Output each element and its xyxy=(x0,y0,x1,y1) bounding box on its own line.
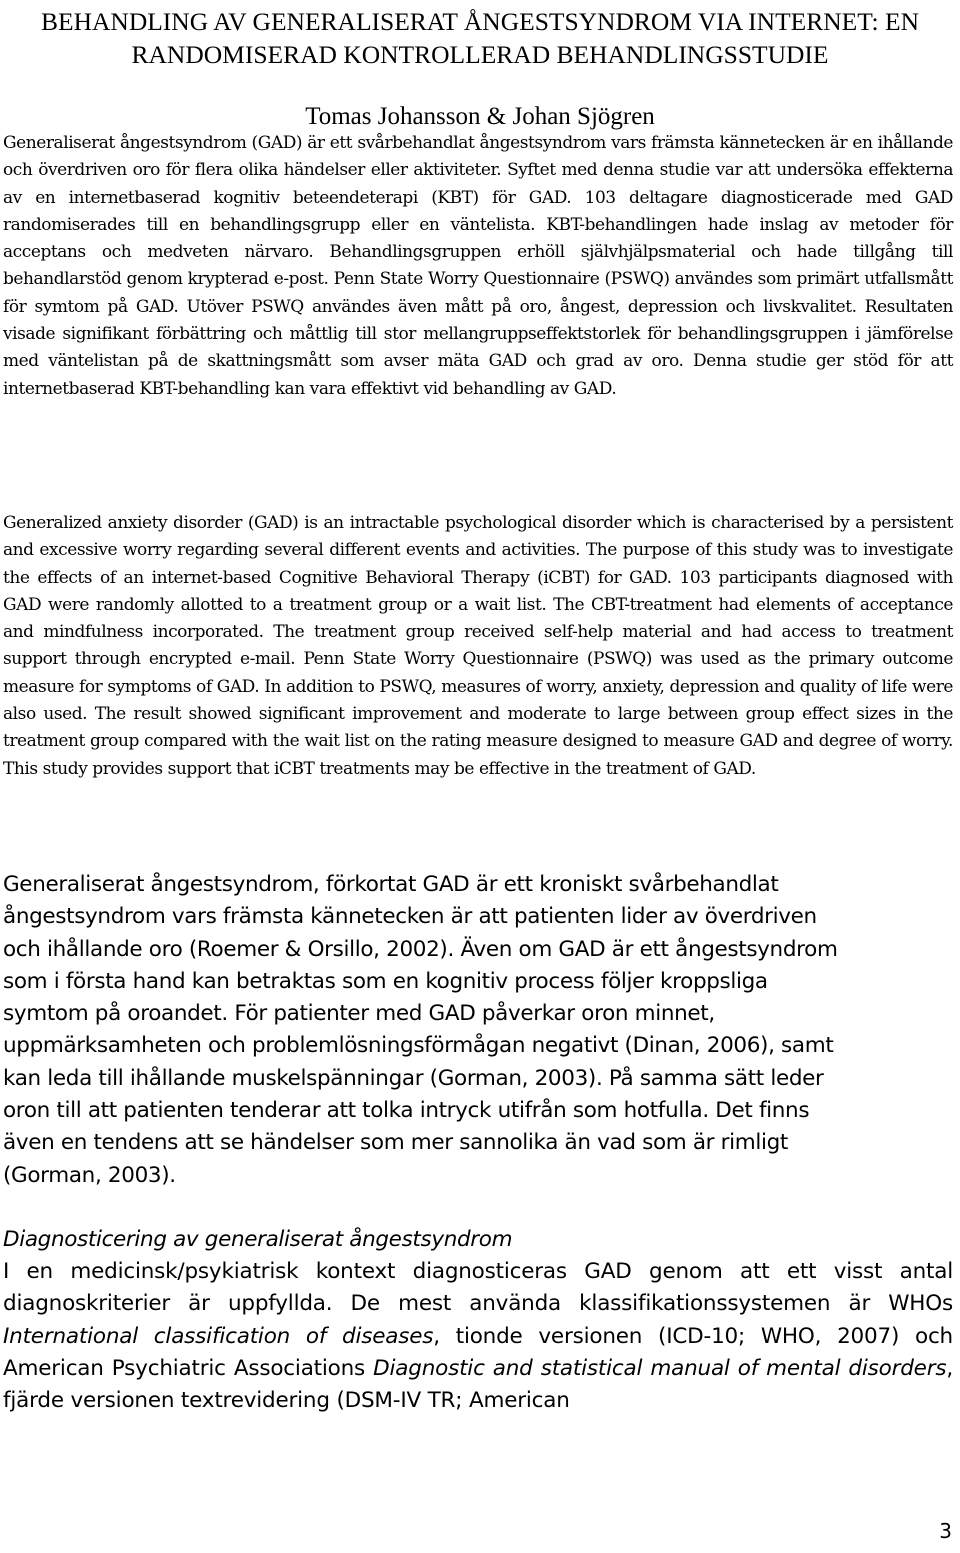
diagnosis-text-2: , tionde versionen (ICD-10; WHO, 2007) och American Psychiatric Associations xyxy=(3,1323,953,1381)
intro-line: som i första hand kan betraktas som en kognitiv process följer kroppsliga xyxy=(3,968,768,994)
intro-line: ångestsyndrom vars främsta kännetecken är att patienten lider av överdriven xyxy=(3,904,817,930)
page-number: 3 xyxy=(939,1519,952,1543)
intro-line: uppmärksamheten och problemlösningsförmågan negativt (Dinan, 2006), samt xyxy=(3,1033,834,1059)
dsm-title: Diagnostic and statistical manual of mental disorders xyxy=(373,1355,947,1381)
diagnosis-text-1: I en medicinsk/psykiatrisk kontext diagnosticeras GAD genom att ett visst antal diagnoskriterier är uppfyllda. De mest använda klassifikationssystemen är WHOs xyxy=(3,1259,953,1317)
title-line-2: RANDOMISERAD KONTROLLERAD BEHANDLINGSSTUDIE xyxy=(131,40,829,69)
icd-title: International classification of diseases xyxy=(3,1323,434,1349)
diagnosis-paragraph xyxy=(3,1256,953,1417)
abstract-english: Generalized anxiety disorder (GAD) is an intractable psychological disorder which is characterised by a persistent and excessive worry regarding several different events and activities. The purpose of this study was to investigate the effects of an internet-based Cognitive Behavioral Therapy (iCBT) for GAD. 103 participants diagnosed with GAD were randomly allotted to a treatment group or a wait list. The CBT-treatment had elements of acceptance and mindfulness incorporated. The treatment group received self-help material and had access to treatment support through encrypted e-mail. Penn State Worry Questionnaire (PSWQ) was used as the primary outcome measure for symptoms of GAD. In addition to PSWQ, measures of worry, anxiety, depression and quality of life were also used. The result showed significant improvement and moderate to large between group effect sizes in the treatment group compared with the wait list on the rating measure designed to measure GAD and degree of worry. This study provides support that iCBT treatments may be effective in the treatment of GAD. xyxy=(3,513,953,779)
abstract-swedish: Generaliserat ångestsyndrom (GAD) är ett svårbehandlat ångestsyndrom vars främsta kännetecken är en ihållande och överdriven oro för flera olika händelser eller aktiviteter. Syftet med denna studie var att undersöka effekterna av en internetbaserad kognitiv beteendeterapi (KBT) för GAD. 103 deltagare diagnosticerade med GAD randomiserades till en behandlingsgrupp eller en väntelista. KBT-behandlingen hade inslag av metoder för acceptans och medveten närvaro. Behandlingsgruppen erhöll självhjälpsmaterial och hade tillgång till behandlarstöd genom krypterad e-post. Penn State Worry Questionnaire (PSWQ) användes som primärt utfallsmått för symtom på GAD. Utöver PSWQ användes även mått på oro, ångest, depression och livskvalitet. Resultaten visade signifikant förbättring och måttlig till stor mellangruppseffektstorlek för behandlingsgruppen i jämförelse med väntelistan på de skattningsmått som avser mäta GAD och grad av oro. Denna studie ger stöd för att internetbaserad KBT-behandling kan vara effektivt vid behandling av GAD. xyxy=(3,133,953,399)
intro-line: oron till att patienten tenderar att tolka intryck utifrån som hotfulla. Det finns xyxy=(3,1098,810,1124)
authors: Tomas Johansson & Johan Sjögren xyxy=(305,103,655,130)
intro-line: symtom på oroandet. För patienter med GAD påverkar oron minnet, xyxy=(3,1001,715,1027)
page-title xyxy=(0,5,960,71)
title-line-1: BEHANDLING AV GENERALISERAT ÅNGESTSYNDROM VIA INTERNET: EN xyxy=(40,7,920,36)
intro-line: och ihållande oro (Roemer & Orsillo, 2002). Även om GAD är ett ångestsyndrom xyxy=(3,936,838,962)
intro-line: även en tendens att se händelser som mer sannolika än vad som är rimligt xyxy=(3,1130,788,1156)
intro-line: (Gorman, 2003). xyxy=(3,1162,176,1188)
diagnosis-text-3: , fjärde versionen textrevidering (DSM-IV TR; American xyxy=(3,1355,953,1414)
intro-line: Generaliserat ångestsyndrom, förkortat GAD är ett kroniskt svårbehandlat xyxy=(3,872,779,897)
intro-paragraph xyxy=(3,869,953,1192)
intro-line: kan leda till ihållande muskelspänningar (Gorman, 2003). På samma sätt leder xyxy=(3,1065,824,1091)
section-heading: Diagnosticering av generaliserat ångestsyndrom xyxy=(3,1227,513,1252)
